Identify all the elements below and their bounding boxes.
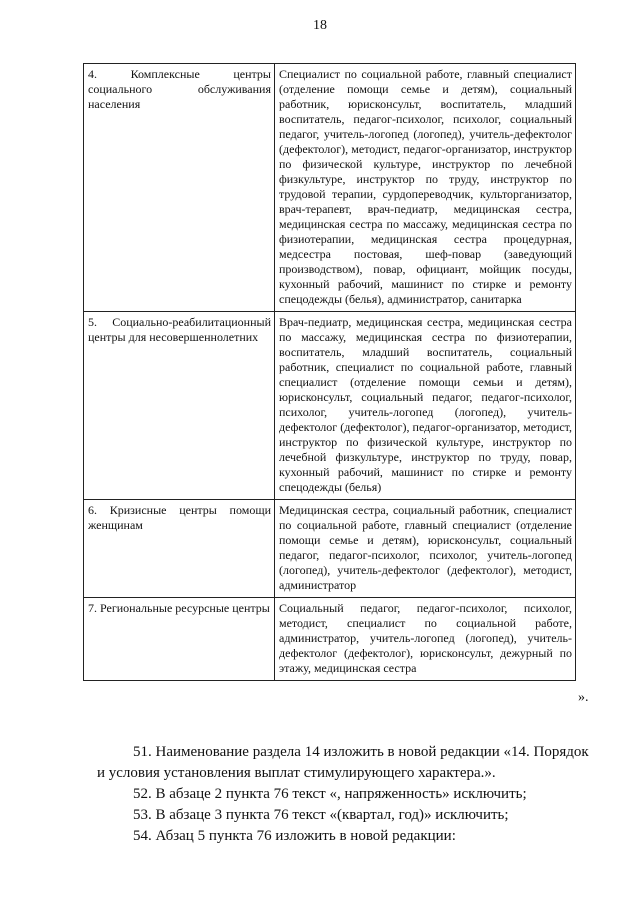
org-cell: 5. Социально-реабилитационный центры для несовершеннолетних <box>84 312 275 500</box>
page-number: 18 <box>313 18 327 33</box>
positions-cell: Медицинская сестра, социальный работник, специалист по социальной работе, главный специалист (отделение помощи семье и детям), юрисконсульт, социальный педагог, педагог-психолог, психолог, учитель-логопед (логопед), учитель-дефектолог (дефектолог), методист, администратор <box>275 500 576 598</box>
org-cell: 4. Комплексные центры социального обслуживания населения <box>84 64 275 312</box>
positions-cell: Врач-педиатр, медицинская сестра, медицинская сестра по массажу, медицинская сестра по физиотерапии, воспитатель, младший воспитатель, социальный работник, специалист по социальной работе, главный специалист (отделение помощи семьи и детям), юрисконсульт, социальный педагог, педагог-психолог, психолог, учитель-логопед (логопед), учитель-дефектолог (дефектолог), педагог-организатор, методист, инструктор по физической культуре, инструктор по лечебной физкультуре, инструктор по труду, повар, кухонный рабочий, машинист по стирке и ремонту спецодежды (белья) <box>275 312 576 500</box>
org-cell: 6. Кризисные центры помощи женщинам <box>84 500 275 598</box>
org-cell: 7. Региональные ресурсные центры <box>84 598 275 681</box>
table-row <box>84 312 576 500</box>
paragraph-53: 53. В абзаце 3 пункта 76 текст «(квартал, год)» исключить; <box>133 807 509 823</box>
table-row <box>84 64 576 312</box>
positions-table <box>83 63 576 681</box>
paragraph-51: 51. Наименование раздела 14 изложить в новой редакции «14. Порядок <box>133 744 589 760</box>
closing-quote: ». <box>578 690 589 705</box>
table-row <box>84 598 576 681</box>
positions-cell: Социальный педагог, педагог-психолог, психолог, методист, специалист по социальной работе, администратор, учитель-логопед (логопед), учитель-дефектолог (дефектолог), юрисконсульт, дежурный по этажу, медицинская сестра <box>275 598 576 681</box>
table-row <box>84 500 576 598</box>
paragraph-51-cont: и условия установления выплат стимулирующего характера.». <box>97 765 496 781</box>
paragraph-52: 52. В абзаце 2 пункта 76 текст «, напряженность» исключить; <box>133 786 527 802</box>
positions-cell: Специалист по социальной работе, главный специалист (отделение помощи семье и детям), социальный работник, юрисконсульт, воспитатель, младший воспитатель, педагог-психолог, психолог, социальный педагог, учитель-логопед (логопед), учитель-дефектолог (дефектолог), методист, педагог-организатор, инструктор по физической культуре, инструктор по лечебной физкультуре, инструктор по труду, инструктор по трудовой терапии, сурдопереводчик, культорганизатор, врач-терапевт, врач-педиатр, медицинская сестра, медицинская сестра по массажу, медицинская сестра по физиотерапии, медицинская сестра процедурная, медсестра постовая, шеф-повар (заведующий производством), повар, официант, мойщик посуды, кухонный рабочий, машинист по стирке и ремонту спецодежды (белья), администратор, санитарка <box>275 64 576 312</box>
paragraph-54: 54. Абзац 5 пункта 76 изложить в новой редакции: <box>133 828 456 844</box>
